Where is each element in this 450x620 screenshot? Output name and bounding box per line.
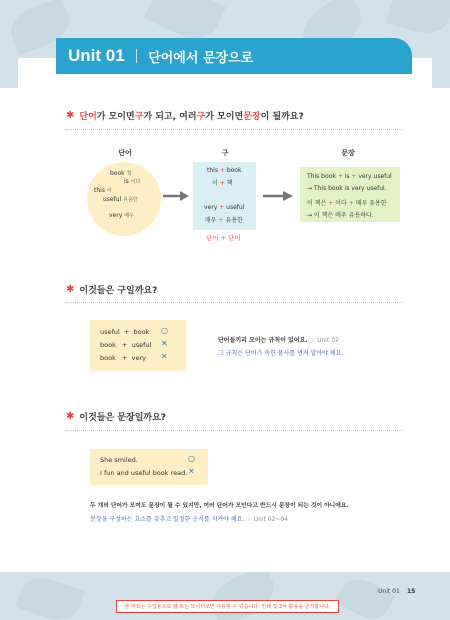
question-1-highlight: 문장 [243, 112, 261, 122]
question-2 [66, 283, 157, 296]
question-1-text: 이 될까요? [260, 112, 304, 122]
phrase-check-row: book + useful [100, 341, 152, 349]
footer-unit-label: Unit 01 [378, 588, 400, 595]
star-icon: ✱ [66, 411, 75, 422]
divider [66, 129, 402, 130]
column-heading-phrase: 구 [221, 149, 229, 157]
arrow-right-icon [162, 189, 190, 203]
sentence-note: 두 개의 단어가 모여도 문장이 될 수 있지만, 여러 단어가 모인다고 반드시 문장이 되는 것이 아니에요. [90, 503, 349, 509]
word-item: very 매우 [109, 212, 134, 219]
divider [66, 430, 402, 431]
star-icon: ✱ [66, 110, 75, 121]
rule-note: 단어들끼리 모이는 규칙이 있어요. ☞ Unit 02 [218, 337, 339, 344]
sentence-line: This book + is + very useful [307, 173, 392, 180]
star-icon: ✱ [66, 284, 75, 295]
column-heading-sentence: 문장 [341, 149, 355, 157]
phrase-check-row: useful + book [100, 328, 150, 336]
question-1-highlight: 구 [134, 112, 144, 122]
unit-reference: ☞ Unit 02 [309, 337, 339, 344]
question-1 [66, 109, 304, 122]
word-item: book 책 [110, 170, 132, 177]
leaf-decoration [335, 572, 395, 620]
correct-mark-icon: ○ [188, 454, 195, 463]
question-1-text: 가 되고, 여러 [143, 112, 197, 122]
page-sheet [18, 58, 432, 572]
header-divider [136, 49, 138, 63]
sentence-line: → This book is very useful. [307, 185, 387, 192]
sentence-line: → 이 책은 매우 유용하다. [307, 212, 374, 219]
phrase-line: 매우 + 유용한 [205, 217, 243, 224]
column-heading-word: 단어 [118, 149, 132, 157]
sentence-check-row: I fun and useful book read. [100, 469, 188, 477]
sentence-line: 이 책은 + 이다 + 매우 유용한 [307, 200, 387, 207]
arrow-right-icon [262, 189, 294, 203]
rule-note-detail: 그 규칙은 단어가 속한 품사를 먼저 알아야 해요. [218, 350, 344, 357]
phrase-line: this + book [207, 167, 242, 174]
question-1-highlight: 구 [196, 112, 206, 122]
leaf-decoration [15, 572, 84, 620]
question-1-text: 가 모이면 [96, 112, 135, 122]
word-item: this 이 [94, 187, 112, 194]
wrong-mark-icon: ✕ [188, 467, 195, 476]
question-3 [66, 410, 166, 423]
unit-title: 단어에서 문장으로 [148, 50, 254, 66]
question-3-text: 이것들은 문장일까요? [79, 413, 166, 423]
word-item: is 이다 [124, 178, 141, 185]
phrase-check-row: book + very [100, 354, 147, 362]
unit-header [56, 38, 412, 74]
leaf-decoration [386, 0, 450, 39]
phrase-line: very + useful [204, 204, 245, 211]
wrong-mark-icon: ✕ [161, 339, 168, 348]
question-1-text: 가 모이면 [205, 112, 244, 122]
sentence-check-row: She smiled. [100, 456, 138, 464]
unit-number: Unit 01 [68, 46, 125, 65]
divider [66, 302, 402, 303]
wrong-mark-icon: ✕ [161, 352, 168, 361]
sentence-note-detail: 문장을 구성하는 요소를 갖추고 일정한 순서를 지켜야 해요. ☞ Unit 02~04 [90, 516, 289, 523]
question-2-text: 이것들은 구일까요? [79, 286, 158, 296]
phrase-line: 이 + 책 [212, 180, 233, 187]
phrase-formula-note: 단어 + 단어 [206, 234, 241, 242]
correct-mark-icon: ○ [161, 326, 168, 335]
question-1-highlight: 단어 [79, 112, 97, 122]
usage-notice: 본 자료는 수업용으로 웹 또는 모니터로만 사용할 수 있습니다. 인쇄 및 2차 활용을 금지합니다. [116, 600, 339, 613]
page-number: 15 [407, 588, 416, 595]
word-item: useful 유용한 [103, 196, 138, 203]
unit-reference: ☞ Unit 02~04 [246, 516, 289, 523]
